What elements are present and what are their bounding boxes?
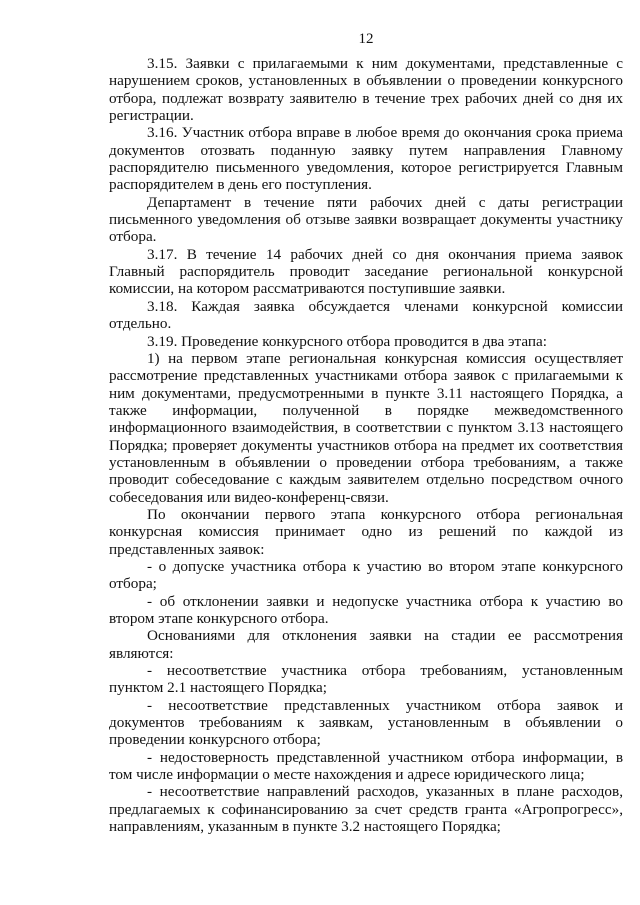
paragraph-3-15: 3.15. Заявки с прилагаемыми к ним документами, представленные с нарушением сроков, установленных в объявлении о проведении конкурсного отбора, подлежат возврату заявителю в течение трех рабочих дней со дня их регистрации. <box>109 55 623 125</box>
paragraph-rejection-grounds: Основаниями для отклонения заявки на стадии ее рассмотрения являются: <box>109 627 623 662</box>
paragraph-3-16: 3.16. Участник отбора вправе в любое время до окончания срока приема документов отозвать поданную заявку путем направления Главному распорядителю письменного уведомления, которое регистрируется Главным распорядителем в день его поступления. <box>109 124 623 194</box>
document-body <box>109 55 623 835</box>
paragraph-3-17: 3.17. В течение 14 рабочих дней со дня окончания приема заявок Главный распорядитель проводит заседание региональной конкурсной комиссии, на котором рассматриваются поступившие заявки. <box>109 245 623 298</box>
list-item-documents-mismatch: - несоответствие представленных участником отбора заявок и документов требованиям к заявкам, установленным в объявлении о проведении конкурсного отбора; <box>109 696 623 749</box>
paragraph-first-stage: 1) на первом этапе региональная конкурсная комиссия осуществляет рассмотрение представленных участниками отбора заявок с прилагаемыми к ним документами, предусмотренными в пункте 3.11 настоящего Порядка, а также информации, полученной в порядке межведомственного информационного взаимодействия, в соответствии с пунктом 3.13 настоящего Порядка; проверяет документы участников отбора на предмет их соответствия установленным в объявлении о проведении отбора требованиям, а также проводит собеседование с каждым заявителем отдельно посредством очного собеседования или видео-конференц-связи. <box>109 349 623 506</box>
list-item-rejection: - об отклонении заявки и недопуске участника отбора к участию во втором этапе конкурсного отбора. <box>109 592 623 627</box>
list-item-requirements-mismatch: - несоответствие участника отбора требованиям, установленным пунктом 2.1 настоящего Порядка; <box>109 662 623 697</box>
list-item-expense-directions-mismatch: - несоответствие направлений расходов, указанных в плане расходов, предлагаемых к софинансированию за счет средств гранта «Агропрогресс», направлениям, указанным в пункте 3.2 настоящего Порядка; <box>109 783 623 836</box>
paragraph-3-19: 3.19. Проведение конкурсного отбора проводится в два этапа: <box>147 332 547 350</box>
paragraph-3-18: 3.18. Каждая заявка обсуждается членами конкурсной комиссии отдельно. <box>109 297 623 333</box>
page-number: 12 <box>358 31 374 47</box>
paragraph-first-stage-decision: По окончании первого этапа конкурсного отбора региональная конкурсная комиссия принимает одно из решений по каждой из представленных заявок: <box>109 505 623 558</box>
list-item-unreliable-information: - недостоверность представленной участником отбора информации, в том числе информации о месте нахождения и адресе юридического лица; <box>109 748 623 784</box>
paragraph-department-return: Департамент в течение пяти рабочих дней с даты регистрации письменного уведомления об отзыве заявки возвращает документы участнику отбора. <box>109 193 623 246</box>
list-item-admission: - о допуске участника отбора к участию во втором этапе конкурсного отбора; <box>109 557 623 593</box>
